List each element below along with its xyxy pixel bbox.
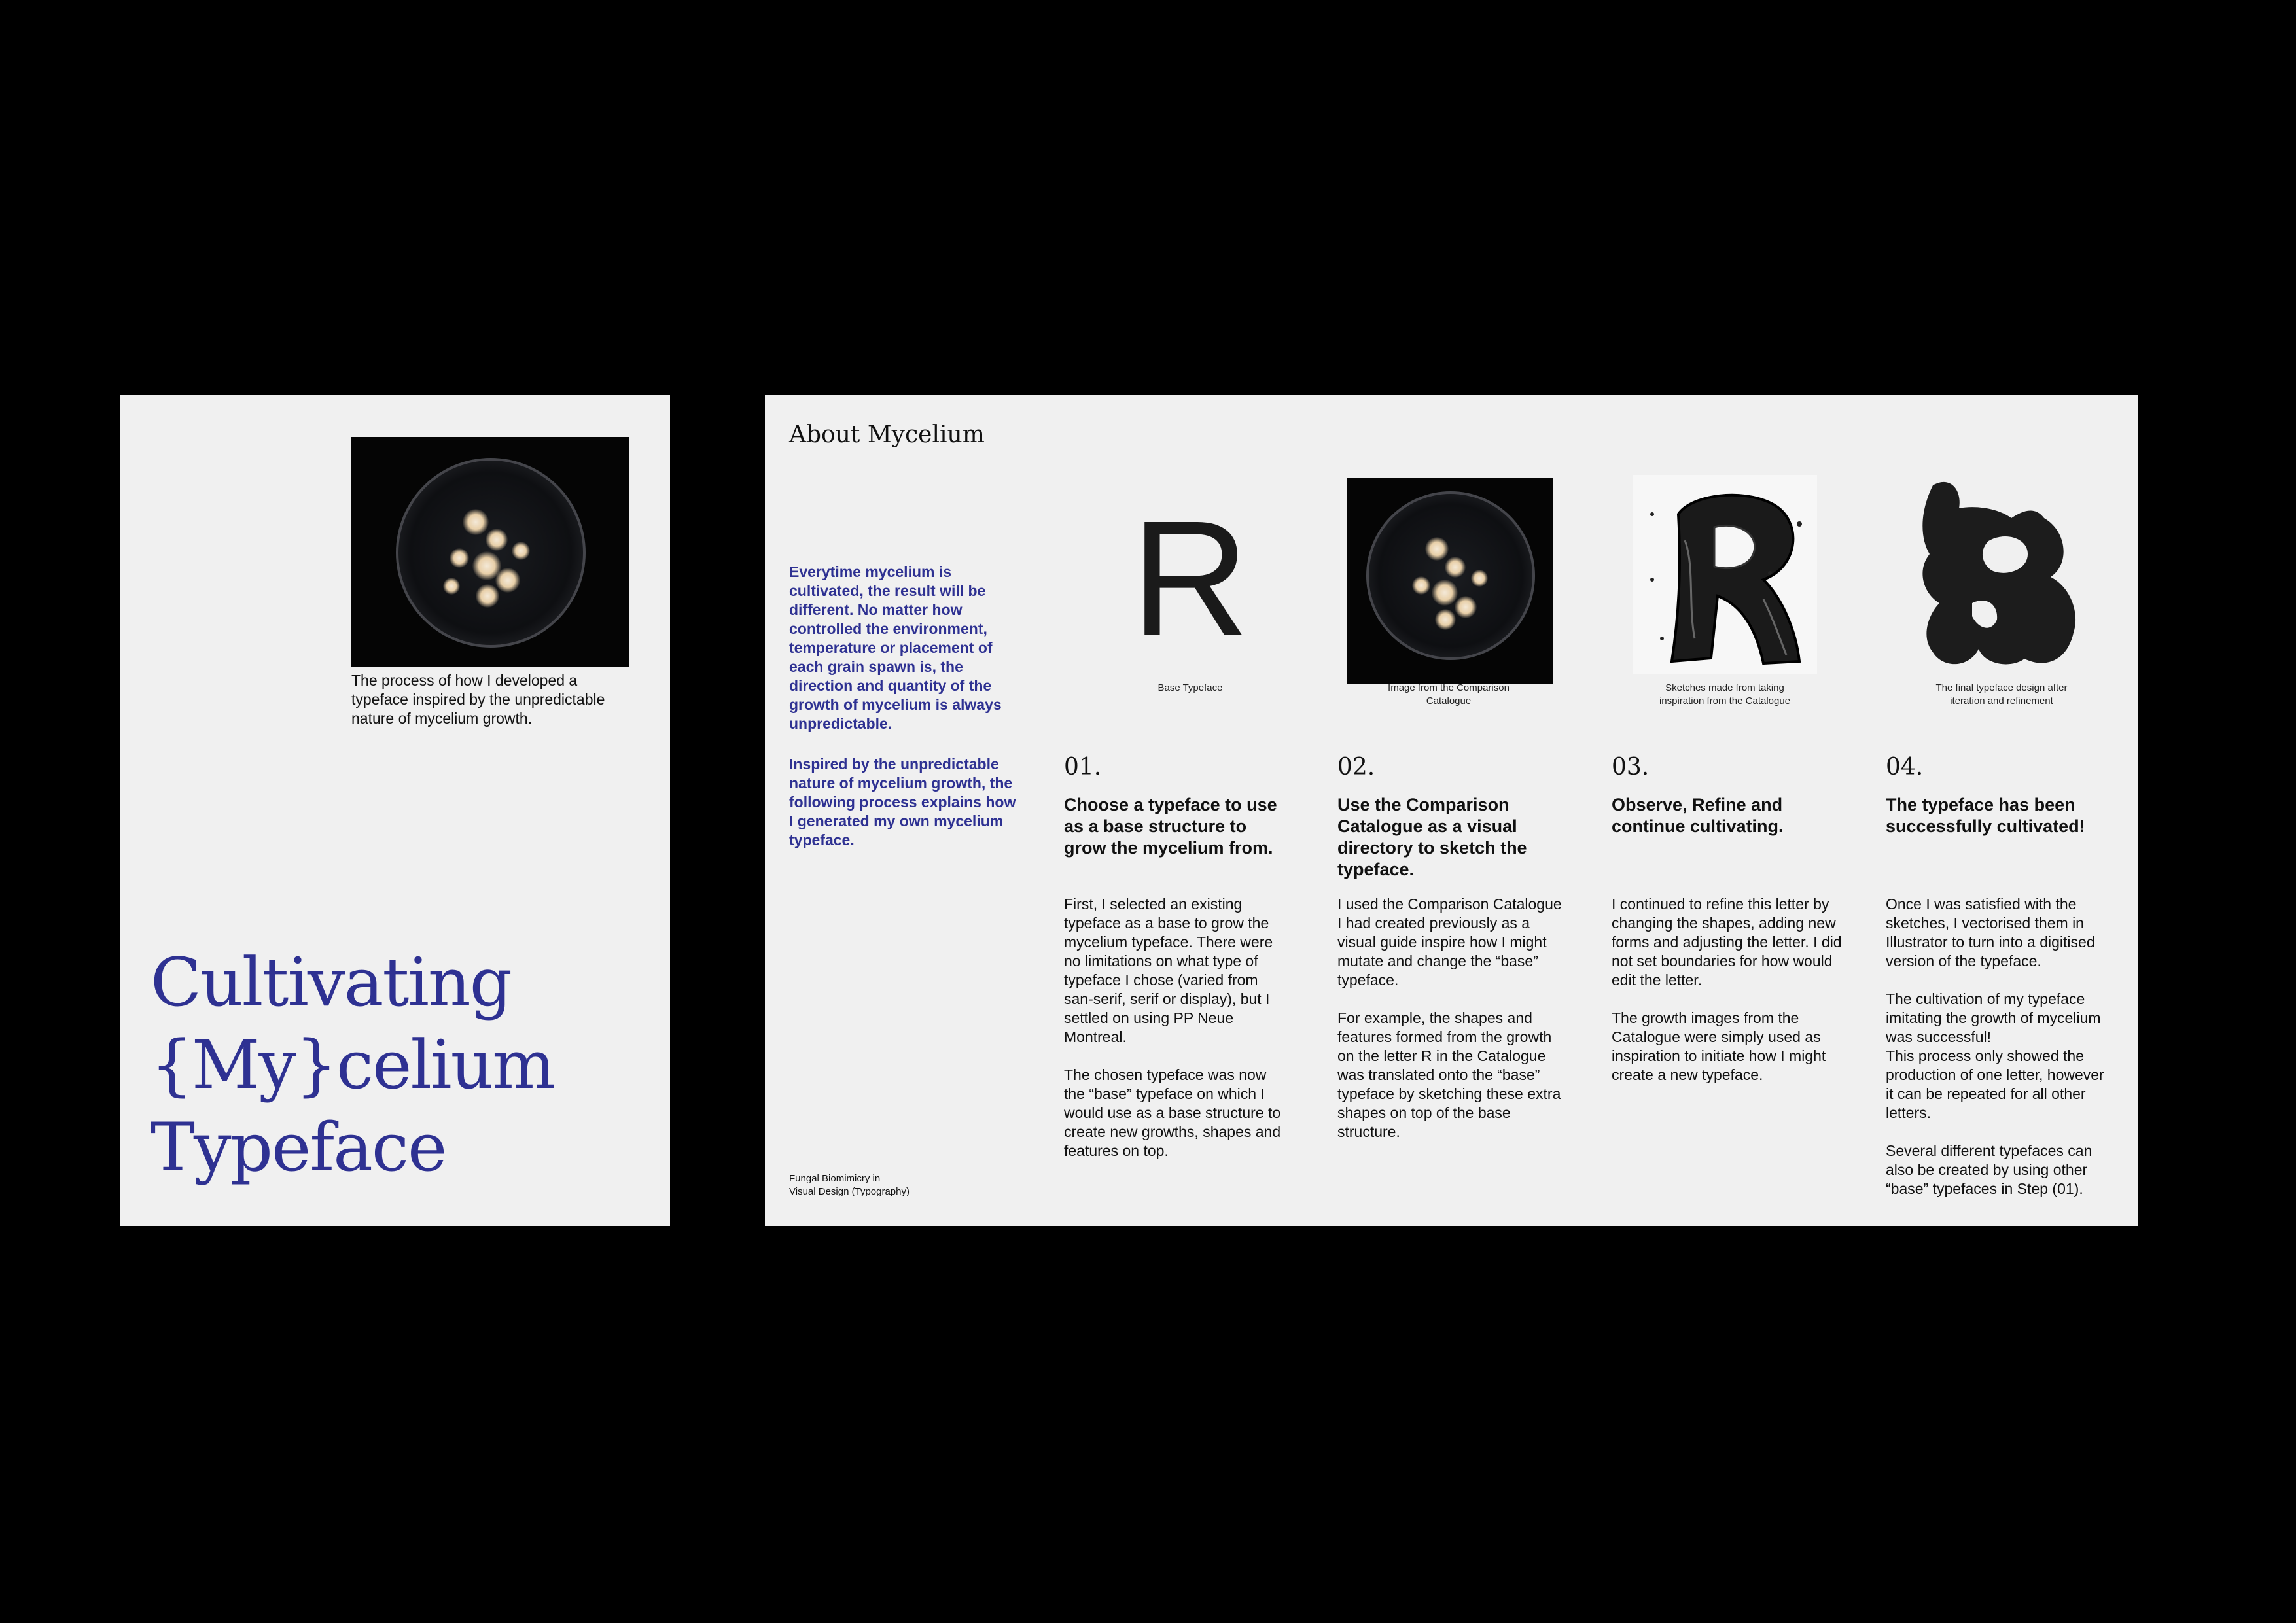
about-page [765,395,2138,1226]
cover-title [150,942,554,1189]
footer-line-2: Visual Design (Typography) [789,1186,910,1197]
cover-page [120,395,670,1226]
page-heading: About Mycelium [789,421,985,448]
step-2-title: Use the Comparison Catalogue as a visual directory to sketch the typeface. [1337,795,1527,879]
step-2-body: I used the Comparison Catalogue I had created previously as a visual guide inspire how I might mutate and change the “base” typeface. For example, the shapes and features formed from the growth on the letter R in the Catalogue was translated onto the “base” typeface by sketching these extra shapes on top of the base structure. [1337,896,1562,1140]
step-4-body: Once I was satisfied with the sketches, I vectorised them in Illustrator to turn into a digitised version of the typeface. The cultivation of my typeface imitating the growth of mycelium was successful! This process only showed the production of one letter, however it can be repeated for all other letters. Several different typefaces can also be created by using other “base” typefaces in Step (01). [1886,896,2104,1197]
step-2-number: 02. [1337,754,1375,780]
title-line-3: Typeface [150,1109,446,1187]
petri-dish-photo [351,437,629,667]
footer-note [789,1172,910,1198]
step-2-caption: Image from the Comparison Catalogue [1388,682,1510,707]
sketch-image [1633,475,1817,674]
base-typeface-letter: R [1131,487,1250,669]
step-4-number: 04. [1886,754,1924,780]
footer-line-1: Fungal Biomimicry in [789,1173,881,1184]
title-line-1: Cultivating [150,944,512,1022]
title-line-2: {My}celium [150,1026,555,1104]
intro-paragraph-2: Inspired by the unpredictable nature of mycelium growth, the following process explains how I generated my own mycelium typeface. [789,756,1016,848]
final-letter-r-icon [1913,472,2090,682]
intro-paragraph-1: Everytime mycelium is cultivated, the result will be different. No matter how controlled the environment, temperature or placement of each grain spawn is, the direction and quantity of the growth of mycelium is always unpredictable. [789,563,1002,732]
step-3-body: I continued to refine this letter by changing the shapes, adding new forms and adjusting the letter. I did not set boundaries for how would edit the letter. The growth images from the Catalogue were simply used as inspiration to initiate how I might create a new typeface. [1612,896,1842,1083]
step-3-number: 03. [1612,754,1650,780]
step-4-caption: The final typeface design after iteration and refinement [1935,682,2068,707]
catalogue-image [1347,478,1553,684]
step-1-body: First, I selected an existing typeface as a base to grow the mycelium typeface. There were no limitations on what type of typeface I chose (varied from san-serif, serif or display), but I settled on using PP Neue Montreal. The chosen typeface was now the “base” typeface on which I would use as a base structure to create new growths, shapes and features on top. [1064,896,1281,1159]
step-4-title: The typeface has been successfully cultivated! [1886,795,2085,836]
cover-caption: The process of how I developed a typeface inspired by the unpredictable nature of mycelium growth. [351,672,605,727]
step-1-caption: Base Typeface [1157,682,1223,693]
step-3-title: Observe, Refine and continue cultivating. [1612,795,1784,836]
step-1-title: Choose a typeface to use as a base structure to grow the mycelium from. [1064,795,1277,858]
step-1-number: 01. [1064,754,1102,780]
sketch-letter-r-icon [1633,475,1817,674]
step-3-caption: Sketches made from taking inspiration from the Catalogue [1659,682,1791,707]
final-typeface-image [1913,472,2090,682]
